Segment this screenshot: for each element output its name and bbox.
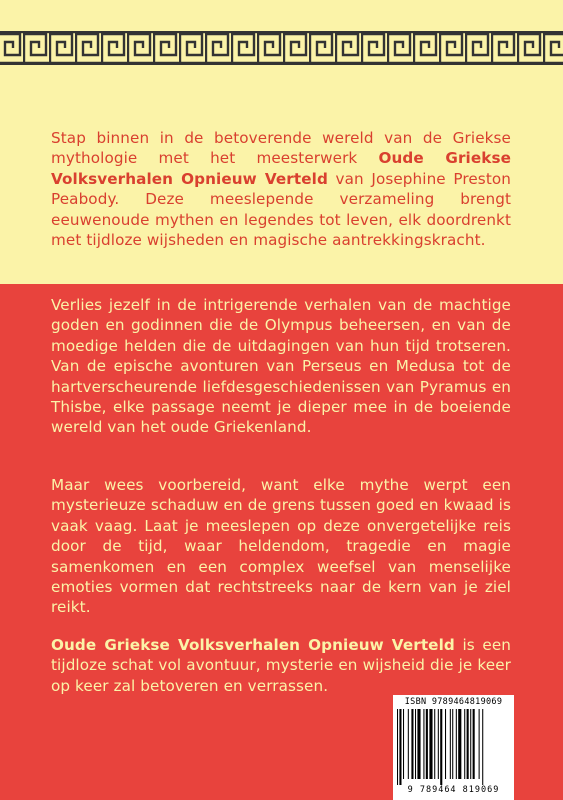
stories-paragraph: Verlies jezelf in de intrigerende verhalen van de machtige goden en godinnen die de Olympus beheersen, en van de moedige helden die de uitdagingen van hun tijd trotseren. Van de epische avonturen van Perseus en Medusa tot de hartverscheurende liefdesgeschiedenissen van Pyramus en Thisbe, elke passage neemt je dieper mee in de boeiende wereld van het oude Griekenland. — [51, 296, 511, 437]
greek-key-border — [0, 31, 563, 65]
barcode-bar — [415, 709, 416, 779]
barcode-bar — [467, 709, 469, 779]
closing-paragraph — [51, 635, 511, 696]
barcode-bar — [464, 709, 465, 779]
barcode-bar — [397, 709, 398, 785]
barcode-bar — [456, 709, 457, 779]
barcode-bar — [458, 709, 461, 779]
barcode-bar — [479, 709, 480, 779]
isbn-label: ISBN 9789464819069 — [404, 697, 503, 707]
barcode-bar — [399, 709, 401, 785]
barcode-bar — [440, 709, 442, 785]
intro-paragraph — [51, 128, 511, 250]
book-title-inline: Oude Griekse Volksverhalen Opnieuw Verteld — [51, 149, 511, 188]
barcode-bar — [473, 709, 475, 779]
barcode-bar — [408, 709, 409, 779]
barcode-bar — [450, 709, 451, 779]
barcode-bar — [470, 709, 471, 779]
barcode-bar — [482, 709, 483, 785]
barcode-bar — [417, 709, 420, 779]
barcode-bar — [426, 709, 428, 779]
isbn-barcode — [393, 695, 514, 800]
intro-text-end: van Josephine Preston Peabody. Deze meeslepende verzameling brengt eeuwenoude mythen en legendes tot leven, elk doordrenkt met tijdloze wijsheden en magische aantrekkingskracht. — [51, 169, 511, 250]
barcode-bar — [438, 709, 439, 779]
barcode-bar — [445, 709, 446, 779]
barcode-bar — [434, 709, 435, 779]
barcode-bar — [403, 709, 404, 779]
barcode-bar — [429, 709, 432, 779]
closing-text: is een tijdloze schat vol avontuur, mysterie en wijsheid die je keer op keer zal betoveren en verrassen. — [51, 636, 511, 695]
barcode-bar — [452, 709, 453, 779]
book-title-closing: Oude Griekse Volksverhalen Opnieuw Verteld — [51, 636, 455, 654]
barcode-bars — [397, 709, 510, 785]
mystery-paragraph: Maar wees voorbereid, want elke mythe werpt een mysterieuze schaduw en de grens tussen goed en kwaad is vaak vaag. Laat je meeslepen op deze onvergetelijke reis door de tijd, waar heldendom, tragedie en magie samenkomen en een complex weefsel van menselijke emoties vormen dat rechtstreeks naar de kern van je ziel reikt. — [51, 476, 511, 617]
barcode-digits: 9 789464 819069 — [407, 785, 500, 795]
barcode-bar — [411, 709, 413, 779]
barcode-bar — [423, 709, 424, 779]
intro-text-start: Stap binnen in de betoverende wereld van de Griekse mythologie met het meesterwerk — [51, 129, 511, 168]
